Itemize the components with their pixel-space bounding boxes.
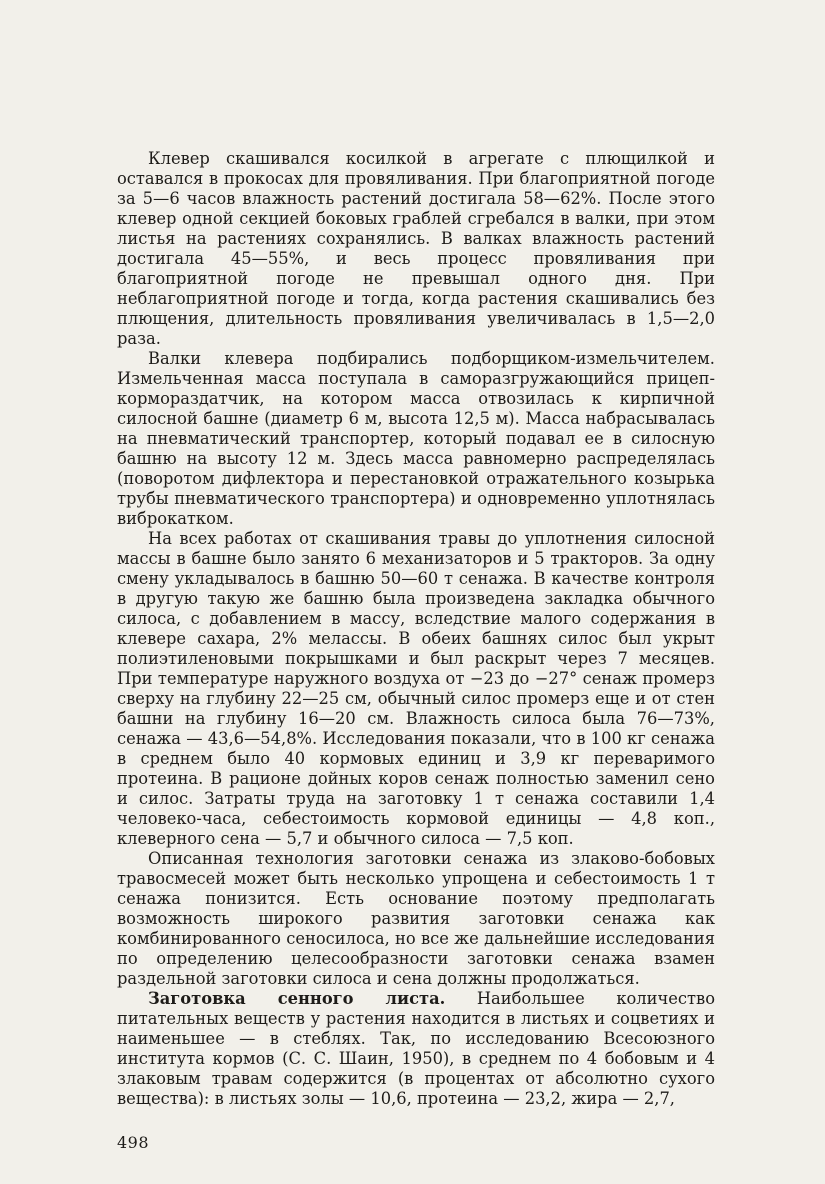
paragraph-clover-mowing: Клевер скашивался косилкой в агрегате с плющилкой и оставался в прокосах для провяливания. При благоприятной погоде за 5—6 часов влажность растений достигала 58—62%. После этого клевер одной секцией боковых граблей сгребался в валки, при этом листья на растениях сохранялись. В валках влажность растений достигала 45—55%, и весь процесс провяливания при благоприятной погоде не превышал одного дня. При неблагоприятной погоде и тогда, когда растения скашивались без плющения, длительность провяливания увеличивалась в 1,5—2,0 раза.	[117, 149, 715, 348]
section-heading-inline: Заготовка сенного листа.	[148, 989, 446, 1008]
paragraph-hay-leaf	[117, 989, 715, 1109]
paragraph-clover-rows: Валки клевера подбирались подборщиком-измельчителем. Измельченная масса поступала в саморазгружающийся прицеп-кормораздатчик, на котором масса отвозилась к кирпичной силосной башне (диаметр 6 м, высота 12,5 м). Масса набрасывалась на пневматический транспортер, который подавал ее в силосную башню на высоту 12 м. Здесь масса равномерно распределялась (поворотом дифлектора и перестановкой отражательного козырька трубы пневматического транспортера) и одновременно уплотнялась виброкатком.	[117, 349, 715, 528]
paragraph-work-results: На всех работах от скашивания травы до уплотнения силосной массы в башне было занято 6 механизаторов и 5 тракторов. За одну смену укладывалось в башню 50—60 т сенажа. В качестве контроля в другую такую же башню была произведена закладка обычного силоса, с добавлением в массу, вследствие малого содержания в клевере сахара, 2% мелассы. В обеих башнях силос был укрыт полиэтиленовыми покрышками и был раскрыт через 7 месяцев. При температуре наружного воздуха от −23 до −27° сенаж промерз сверху на глубину 22—25 см, обычный силос промерз еще и от стен башни на глубину 16—20 см. Влажность силоса была 76—73%, сенажа — 43,6—54,8%. Исследования показали, что в 100 кг сенажа в среднем было 40 кормовых единиц и 3,9 кг переваримого протеина. В рационе дойных коров сенаж полностью заменил сено и силос. Затраты труда на заготовку 1 т сенажа составили 1,4 человеко-часа, себестоимость кормовой единицы — 4,8 коп., клеверного сена — 5,7 и обычного силоса — 7,5 коп.	[117, 529, 715, 848]
body-text	[117, 149, 715, 1109]
paragraph-hay-leaf-text: Наибольшее количество питательных веществ у растения находится в листьях и соцветиях и наименьшее — в стеблях. Так, по исследованию Всесоюзного института кормов (С. С. Шаин, 1950), в среднем по 4 бобовым и 4 злаковым травам содержится (в процентах от абсолютно сухого вещества): в листьях золы — 10,6, протеина — 23,2, жира — 2,7,	[117, 989, 715, 1108]
page-number: 498	[117, 1133, 150, 1152]
paragraph-technology-summary: Описанная технология заготовки сенажа из злаково-бобовых травосмесей может быть несколько упрощена и себестоимость 1 т сенажа понизится. Есть основание поэтому предполагать возможность широкого развития заготовки сенажа как комбинированного сеносилоса, но все же дальнейшие исследования по определению целесообразности заготовки сенажа взамен раздельной заготовки силоса и сена должны продолжаться.	[117, 849, 715, 988]
